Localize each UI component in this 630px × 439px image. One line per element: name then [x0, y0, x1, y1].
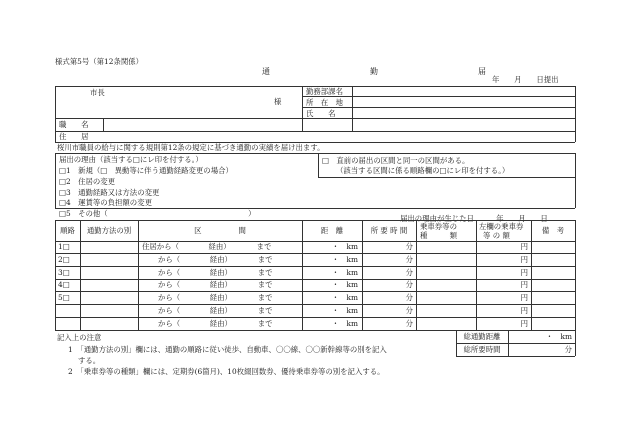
route-time[interactable]: 分 [405, 242, 413, 252]
route-order[interactable] [58, 304, 80, 317]
route-distance[interactable]: ・ km [331, 242, 358, 252]
route-section[interactable]: から（ 経由） まで [158, 267, 273, 277]
position-label: 職 名 [59, 120, 89, 129]
header-notes: 備 考 [541, 226, 565, 236]
total-distance-label: 総通勤距離 [463, 332, 501, 342]
route-order[interactable]: 4□ [58, 280, 70, 290]
route-distance[interactable]: ・ km [331, 267, 358, 277]
route-section[interactable]: から（ 経由） まで [158, 254, 273, 264]
header-fare-2: 等 の 額 [483, 231, 510, 240]
same-section-note: （該当する区間に係る順路欄の□にレ印を付する。） [336, 166, 510, 175]
dept-label: 勤務部課名 [306, 87, 343, 96]
reason-item-3[interactable]: □3 通勤経路又は方法の変更 [59, 188, 160, 197]
header-method: 通勤方法の別 [86, 226, 132, 236]
route-fare[interactable]: 円 [520, 254, 528, 264]
route-order[interactable] [58, 317, 80, 330]
total-time-unit: 分 [564, 345, 572, 355]
route-fare[interactable]: 円 [520, 318, 528, 328]
route-section[interactable]: から（ 経由） まで [158, 280, 273, 290]
header-order: 順路 [60, 226, 75, 236]
reason-heading-visible: 届出の理由（該当する□にレ印を付する。） [59, 155, 203, 164]
reason-item-1[interactable]: □1 新規（□ 異動等に伴う通勤経路変更の場合） [59, 166, 233, 175]
route-fare[interactable]: 円 [520, 305, 528, 315]
form-number: 様式第5号（第12条関係） [55, 57, 144, 66]
route-time[interactable]: 分 [405, 318, 413, 328]
notes-heading: 記入上の注意 [57, 333, 102, 342]
route-distance[interactable]: ・ km [331, 318, 358, 328]
route-time[interactable]: 分 [405, 267, 413, 277]
header-fare-1: 左欄の乗車券 [479, 222, 524, 231]
route-section[interactable]: から（ 経由） まで [158, 305, 273, 315]
header-time: 所 要 時 間 [370, 226, 408, 236]
total-time-label: 総所要時間 [463, 345, 501, 355]
route-time[interactable]: 分 [405, 254, 413, 264]
route-section[interactable]: から（ 経由） まで [158, 292, 273, 302]
location-label: 所 在 地 [306, 98, 343, 107]
addressee-honorific: 様 [274, 97, 282, 106]
notes-item-1-line-1: 1 「通勤方法の別」欄には、通勤の順路に従い徒歩、自動車、〇〇線、〇〇新幹線等の別を記入 [68, 345, 387, 354]
notes-item-1-line-2: する。 [78, 356, 101, 365]
route-section[interactable]: 住居から（ 経由） まで [142, 242, 272, 252]
reason-item-4[interactable]: □4 運賃等の負担額の変更 [59, 198, 152, 207]
route-fare[interactable]: 円 [520, 280, 528, 290]
reason-item-2[interactable]: □2 住居の変更 [59, 177, 116, 186]
header-distance: 距 離 [320, 226, 344, 236]
addressee: 市長 [90, 88, 105, 97]
route-fare[interactable]: 円 [520, 267, 528, 277]
route-time[interactable]: 分 [405, 292, 413, 302]
route-time[interactable]: 分 [405, 280, 413, 290]
route-distance[interactable]: ・ km [331, 305, 358, 315]
header-ticket-2: 種 類 [420, 231, 457, 240]
route-order[interactable]: 2□ [58, 254, 70, 264]
name-label: 氏 名 [306, 109, 336, 118]
route-order[interactable]: 5□ [58, 292, 70, 302]
header-ticket-1: 乗車券等の [420, 222, 457, 231]
route-distance[interactable]: ・ km [331, 292, 358, 302]
route-distance[interactable]: ・ km [331, 280, 358, 290]
reason-item-5[interactable]: □5 その他（ ） [59, 209, 256, 218]
same-section-check[interactable]: □ 直前の届出の区間と同一の区間がある。 [322, 156, 470, 165]
reason-date: 届出の理由が生じた日 年 月 日 [400, 214, 548, 223]
statement: 桜川市職員の給与に関する規則第12条の規定に基づき通勤の実績を届け出ます。 [57, 143, 325, 152]
route-fare[interactable]: 円 [520, 292, 528, 302]
route-fare[interactable]: 円 [520, 242, 528, 252]
route-section[interactable]: から（ 経由） まで [158, 318, 273, 328]
header-section: 区 間 [194, 226, 246, 236]
route-order[interactable]: 1□ [58, 242, 70, 252]
route-time[interactable]: 分 [405, 305, 413, 315]
route-order[interactable]: 3□ [58, 267, 70, 277]
notes-item-2: 2 「乗車券等の種類」欄には、定期券(6箇月)、10枚綴回数券、優待乗車券等の別を記入する。 [68, 367, 385, 376]
route-distance[interactable]: ・ km [331, 254, 358, 264]
address-label: 住 居 [59, 132, 89, 141]
submit-date: 年 月 日提出 [492, 75, 559, 84]
page-title: 通 勤 届 [262, 67, 532, 76]
total-distance-unit: ・ km [545, 332, 572, 342]
